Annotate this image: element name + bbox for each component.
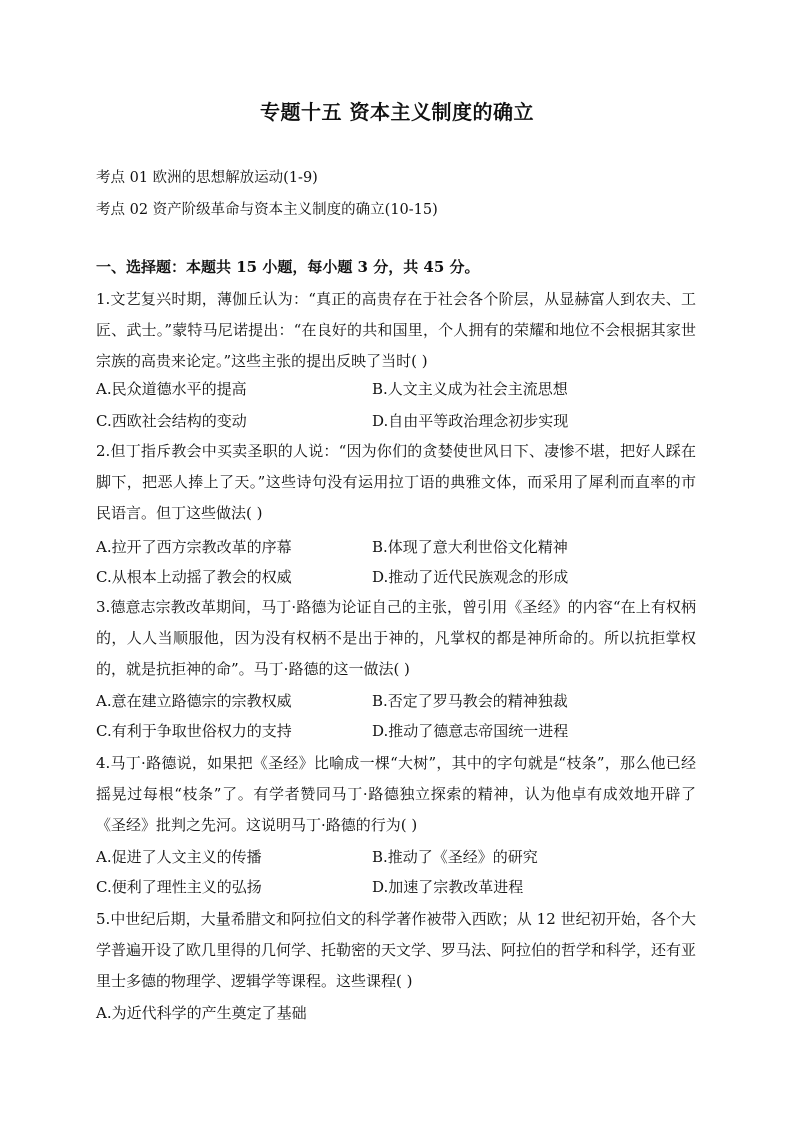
question-1-option-b: B.人文主义成为社会主流思想: [372, 380, 568, 398]
question-1-stem: 1.文艺复兴时期，薄伽丘认为：“真正的高贵存在于社会各个阶层，从显赫富人到农夫、工匠、武士。”蒙特马尼诺提出：“在良好的共和国里，个人拥有的荣耀和地位不会根据其家世宗族的高贵来论定。”这些主张的提出反映了当时( ): [96, 290, 696, 370]
topic-line-1: 考点 01 欧洲的思想解放运动(1-9): [96, 170, 318, 186]
question-2-option-b: B.体现了意大利世俗文化精神: [372, 538, 568, 556]
question-4-option-a: A.促进了人文主义的传播: [96, 848, 262, 866]
question-2-option-a: A.拉开了西方宗教改革的序幕: [96, 538, 292, 556]
question-4-option-c: C.便利了理性主义的弘扬: [96, 878, 262, 896]
section-heading: 一、选择题：本题共 15 小题，每小题 3 分，共 45 分。: [96, 258, 480, 276]
question-3-option-a: A.意在建立路德宗的宗教权威: [96, 692, 292, 710]
question-3-option-b: B.否定了罗马教会的精神独裁: [372, 692, 568, 710]
question-4-option-b: B.推动了《圣经》的研究: [372, 848, 538, 866]
question-2-option-d: D.推动了近代民族观念的形成: [372, 568, 569, 586]
question-3-option-c: C.有利于争取世俗权力的支持: [96, 722, 292, 740]
question-5-option-a: A.为近代科学的产生奠定了基础: [96, 1004, 307, 1022]
question-1-option-c: C.西欧社会结构的变动: [96, 412, 247, 430]
question-3-stem: 3.德意志宗教改革期间，马丁·路德为论证自己的主张，曾引用《圣经》的内容“在上有权柄的，人人当顺服他，因为没有权柄不是出于神的，凡掌权的都是神所命的。所以抗拒掌权的，就是抗拒神的命”。马丁·路德的这一做法( ): [96, 598, 696, 678]
question-2-option-c: C.从根本上动摇了教会的权威: [96, 568, 292, 586]
question-1-option-a: A.民众道德水平的提高: [96, 380, 247, 398]
question-2-stem: 2.但丁指斥教会中买卖圣职的人说：“因为你们的贪婪使世风日下、凄惨不堪，把好人踩在脚下，把恶人捧上了天。”这些诗句没有运用拉丁语的典雅文体，而采用了犀利而直率的市民语言。但丁这些做法( ): [96, 442, 696, 522]
topic-line-2: 考点 02 资产阶级革命与资本主义制度的确立(10-15): [96, 202, 438, 218]
question-3-option-d: D.推动了德意志帝国统一进程: [372, 722, 569, 740]
question-5-stem: 5.中世纪后期，大量希腊文和阿拉伯文的科学著作被带入西欧；从 12 世纪初开始，各个大学普遍开设了欧几里得的几何学、托勒密的天文学、罗马法、阿拉伯的哲学和科学，还有亚里士多德的物理学、逻辑学等课程。这些课程( ): [96, 910, 697, 990]
question-1-option-d: D.自由平等政治理念初步实现: [372, 412, 569, 430]
page-title: 专题十五 资本主义制度的确立: [260, 100, 534, 124]
question-4-option-d: D.加速了宗教改革进程: [372, 878, 524, 896]
question-4-stem: 4.马丁·路德说，如果把《圣经》比喻成一棵“大树”，其中的字句就是“枝条”，那么他已经摇晃过每根“枝条”了。有学者赞同马丁·路德独立探索的精神，认为他卓有成效地开辟了《圣经》批判之先河。这说明马丁·路德的行为( ): [96, 754, 696, 834]
